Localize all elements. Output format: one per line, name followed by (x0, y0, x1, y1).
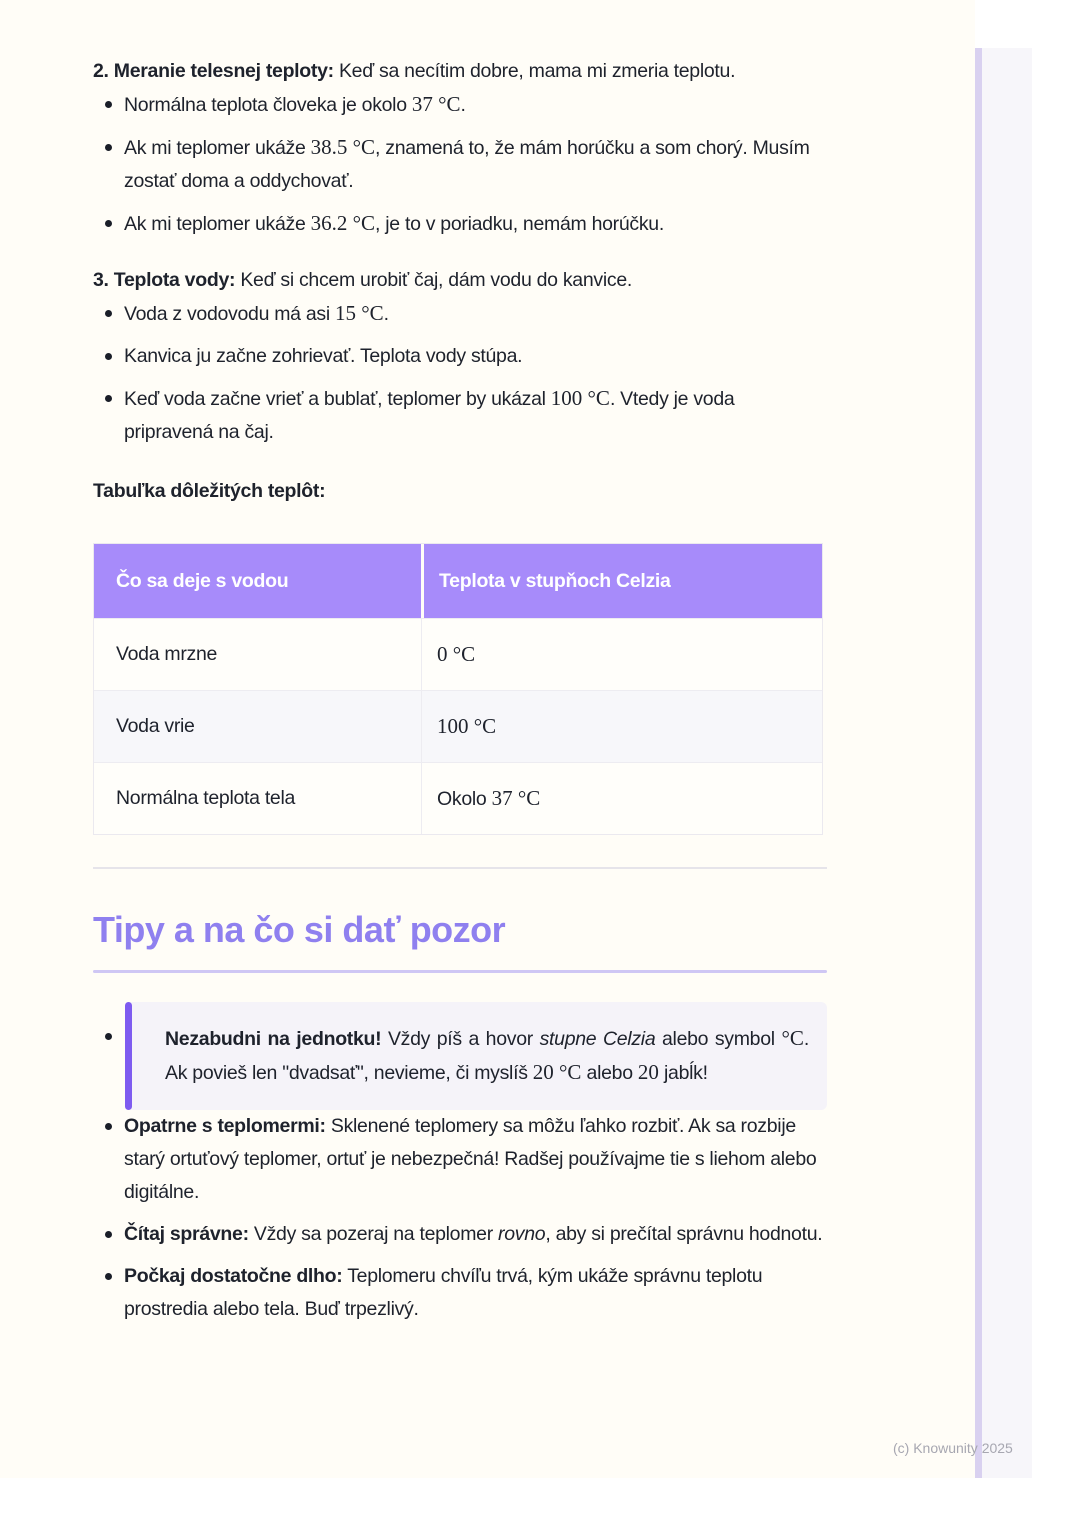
bullet-dot (105, 1033, 112, 1040)
text-run: Keď voda začne vrieť a bublať, teplomer by ukázal (124, 388, 551, 410)
text-run: . Ak povieš len "dvadsať", nevieme, či myslíš (165, 1028, 809, 1084)
text-run: Ak mi teplomer ukáže (124, 213, 311, 235)
water-temperature-list (93, 297, 827, 449)
table-cell-label: Voda vrie (94, 690, 421, 762)
text-run: Keď si chcem urobiť čaj, dám vodu do kanvice. (235, 269, 632, 291)
text-run: , je to v poriadku, nemám horúčku. (375, 213, 664, 235)
text-run: 15 °C (335, 301, 384, 325)
text-run: , znamená to, že mám horúčku a som chorý. Musím zostať doma a oddychovať. (124, 137, 810, 192)
table-header-celsius: Teplota v stupňoch Celzia (421, 544, 822, 618)
unit-reminder-callout (125, 1002, 827, 1110)
text-run: Vždy píš a hovor (381, 1028, 540, 1050)
table-cell-label: Voda mrzne (94, 618, 421, 690)
text-run: Nezabudni na jednotku! (165, 1028, 382, 1050)
list-item (93, 1218, 827, 1251)
text-run: Okolo (437, 787, 492, 810)
heading-underline (93, 970, 827, 973)
body-temperature-list (93, 88, 827, 241)
text-run: °C (781, 1026, 804, 1050)
text-run: Teplomeru chvíľu trvá, kým ukáže správnu teplotu prostredia alebo tela. Buď trpezlivý. (124, 1265, 763, 1320)
content-column (93, 0, 827, 1326)
table-row (94, 762, 822, 834)
text-run: 38.5 °C (310, 135, 376, 159)
text-run: 37 °C (411, 92, 461, 116)
list-item (93, 207, 827, 241)
text-run: rovno (498, 1223, 546, 1245)
text-run: 100 °C (437, 713, 497, 738)
text-run: Normálna teplota človeka je okolo (124, 94, 412, 116)
paragraph-water-temperature (93, 264, 827, 297)
table-cell-value (421, 690, 822, 762)
text-run: Tabuľka dôležitých teplôt: (93, 480, 326, 502)
text-run: stupne Celzia (539, 1028, 656, 1050)
text-run: Opatrne s teplomermi: (124, 1115, 326, 1137)
list-item (93, 340, 827, 373)
table-caption (93, 475, 827, 508)
temperature-table (93, 543, 823, 835)
text-run: Voda z vodovodu má asi (124, 303, 335, 325)
list-item (93, 1110, 827, 1209)
copyright-watermark: (c) Knowunity 2025 (893, 1440, 1013, 1456)
table-cell-label: Normálna teplota tela (94, 762, 421, 834)
paragraph-body-temperature (93, 55, 827, 88)
list-item (93, 88, 827, 122)
list-item (93, 382, 827, 449)
text-run: . (460, 94, 466, 116)
callout-list-item (93, 1002, 827, 1110)
table-cell-value (421, 762, 822, 834)
section-divider (93, 867, 827, 869)
table-row (94, 618, 822, 690)
text-run: alebo symbol (655, 1028, 782, 1050)
text-run: 20 °C (532, 1060, 582, 1084)
text-run: 0 °C (437, 641, 476, 666)
text-run: . Vtedy je voda pripravená na čaj. (124, 388, 735, 443)
text-run: , aby si prečítal správnu hodnotu. (545, 1223, 823, 1245)
list-item (93, 131, 827, 198)
tips-list (93, 1110, 827, 1326)
table-header-what-happens: Čo sa deje s vodou (94, 544, 421, 618)
text-run: Vždy sa pozeraj na teplomer (248, 1223, 499, 1245)
list-item (93, 297, 827, 331)
text-run: Sklenené teplomery sa môžu ľahko rozbiť. Ak sa rozbije starý ortuťový teplomer, ortuť je nebezpečná! Radšej používajme tie s liehom alebo digitálne. (124, 1115, 817, 1203)
text-run: 37 °C (491, 785, 541, 810)
text-run: 2. Meranie telesnej teploty: (93, 60, 334, 82)
table-header-row (94, 544, 822, 618)
text-run: alebo (581, 1062, 638, 1084)
table-cell-value (421, 618, 822, 690)
scrollbar-track[interactable] (975, 48, 1032, 1478)
text-run: . (383, 303, 389, 325)
table-row (94, 690, 822, 762)
text-run: Keď sa necítim dobre, mama mi zmeria teplotu. (333, 60, 736, 82)
text-run: Počkaj dostatočne dlho: (124, 1265, 343, 1287)
text-run: 20 (637, 1060, 659, 1084)
text-run: jabĺk! (658, 1062, 708, 1084)
text-run: Kanvica ju začne zohrievať. Teplota vody stúpa. (124, 345, 523, 367)
text-run: 3. Teplota vody: (93, 269, 236, 291)
text-run: 36.2 °C (310, 211, 376, 235)
list-item (93, 1260, 827, 1326)
text-run: Ak mi teplomer ukáže (124, 137, 311, 159)
tips-section-heading: Tipy a na čo si dať pozor (93, 909, 506, 950)
text-run: Čítaj správne: (124, 1223, 249, 1245)
table-body (94, 618, 822, 834)
text-run: 100 °C (550, 386, 610, 410)
